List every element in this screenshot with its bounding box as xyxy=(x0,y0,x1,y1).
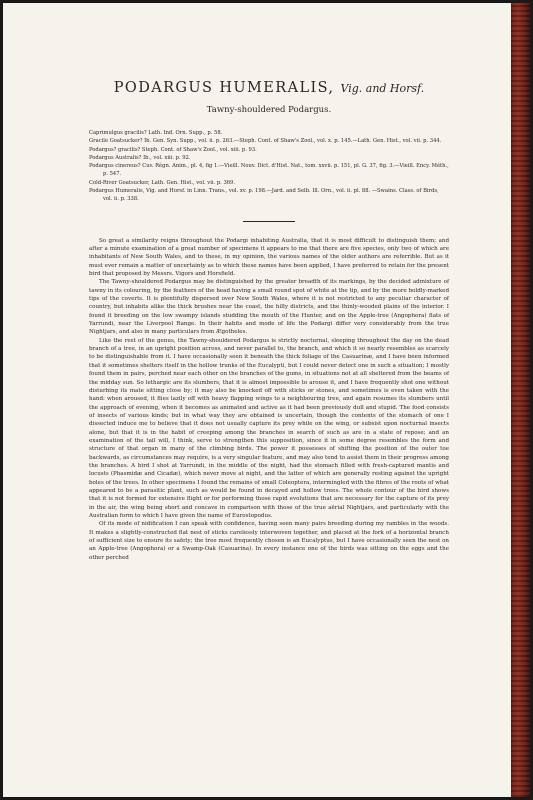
synonym-entry: Gracile Goatsucker? Ib. Gen. Syn. Supp., vol. ii. p. 263.—Steph. Cont. of Shaw's Zool., vol. x. p. 145.—Lath. Gen. Hist., vol. vii. p. 344. xyxy=(89,138,442,145)
synonym-entry: Podargus Australis? Ib., vol. xiii. p. 92. xyxy=(89,154,191,161)
book-page xyxy=(3,3,511,797)
synonym-entry: Podargus? gracilis? Steph. Cont. of Shaw's Zool., vol. xiii. p. 93. xyxy=(89,146,257,153)
synonym-entry: Podargus Humeralis, Vig. and Horsf. in Linn. Trans., vol. xv. p. 198.—Jard. and Selb. Ill. Orn., vol. ii. pl. 88. —Swains. Class. of Birds, vol. ii. p. 338. xyxy=(89,188,439,203)
body-paragraph: Like the rest of the genus, the Tawny-shouldered Podargus is strictly nocturnal, sleeping throughout the day on the dead branch of a tree, in an upright position across, and never parallel to, the branch, and which it so nearly resembles as scarcely to be distinguishable from it. I have occasionally seen it beneath the thick foliage of the Casuarinæ, and I have been informed that it sometimes shelters itself in the hollow trunks of the Eucalypti, but I could never detect one in such a situation; I mostly found them in pairs, perched near each other on the branches of the gums, in situations not at all sheltered from the beams of the midday sun. So lethargic are its slumbers, that it is almost impossible to arouse it, and I have frequently shot one without disturbing its mate sitting close by; it may also be knocked off with sticks or stones, and sometimes is even taken with the hand: when aroused, it flies lazily off with heavy flapping wings to a neighbouring tree, and again resumes its slumbers until the approach of evening, when it becomes as animated and active as it had been previously dull and stupid. The food consists of insects of various kinds; but in what way they are obtained is uncertain, though the contents of the stomach of one I dissected induce me to believe that it does not usually capture its prey while on the wing, or subsist upon nocturnal insects alone, but that it is in the habit of creeping among the branches in search of such as are in a state of repose; and an examination of the tail will, I think, serve to strengthen this supposition, since it in some degree resembles the form and structure of that organ in many of the climbing birds. The power it possesses of shifting the position of the outer toe backwards, as circumstances may require, is a very singular feature, and may also tend to assist them in their progress among the branches. A bird I shot at Yarrundi, in the middle of the night, had the stomach filled with fresh-captured mantis and locusts (Phasmidæ and Cicadæ), which never move at night, and the latter of which are generally resting against the upright boles of the trees. In other specimens I found the remains of small Coleoptera, intermingled with the fibres of the roots of what appeared to be a parasitic plant, such as would be found in decayed and hollow trees. The whole contour of the bird shows that it is not formed for extensive flight or for performing those rapid evolutions that are necessary for the capture of its prey in the air, the wing being short and concave in comparison with those of the true aërial Nightjars, and particularly with the Australian form to which I have given the name of Eurostopodus. xyxy=(89,337,449,520)
body-paragraph: The Tawny-shouldered Podargus may be distinguished by the greater breadth of its markings, by the decided admixture of tawny in its colouring, by the feathers of the head having a small round spot of white at the tip, and by the more boldly-marked tips of the coverts. It is plentifully dispersed over New South Wales, where it is not restricted to any peculiar character of country, but inhabits alike the thick brushes near the coast, the hilly districts, and the thinly-wooded plains of the interior. I found it breeding on the low swampy islands studding the mouth of the Hunter, and on the Apple-tree (Angophora) flats of Yarrundi, near the Liverpool Range. In their habits and mode of life the Podargi differ very considerably from the true Nightjars, and also in many particulars from Ægotheles. xyxy=(89,279,449,336)
page-content xyxy=(89,79,449,562)
species-name: PODARGUS HUMERALIS, xyxy=(113,80,335,96)
body-paragraph: Of its mode of nidification I can speak with confidence, having seen many pairs breeding during my rambles in the woods. It makes a slightly-constructed flat nest of sticks carelessly interwoven together, and placed at the fork of a horizontal branch of sufficient size to ensure its safety; the tree most frequently chosen is an Eucalyptus, but I have occasionally seen the nest on an Apple-tree (Angophora) or a Swamp-Oak (Casuarina). In every instance one of the birds was sitting on the eggs and the other perched xyxy=(89,521,449,561)
body-paragraph: So great a similarity reigns throughout the Podargi inhabiting Australia, that it is most difficult to distinguish them; and after a minute examination of a great number of specimens it appears to me that there are five species, only two of which are inhabitants of New South Wales, and to these, in my opinion, the various names of the older authors are referrible. But as it must ever remain a matter of uncertainty as to which these names have been applied, I have preferred to retain for the present bird that proposed by Messrs. Vigors and Horsfield. xyxy=(89,237,449,278)
article-body xyxy=(89,237,449,562)
synonymy-list xyxy=(89,129,449,204)
common-name: Tawny-shouldered Podargus. xyxy=(206,105,332,115)
species-title xyxy=(89,79,449,98)
book-binding xyxy=(511,3,530,797)
synonym-entry: Caprimulgus gracilis? Lath. Ind. Orn. Supp., p. 58. xyxy=(89,130,223,136)
section-divider xyxy=(243,221,295,222)
synonym-entry: Cold-River Goatsucker, Lath. Gen. Hist., vol. vii. p. 369. xyxy=(89,179,236,186)
synonym-entry: Podargus cinereus? Cuv. Règn. Anim., pl. 4, fig 1.—Vieill. Nouv. Dict. d'Hist. Nat., tom. xxvii. p. 151, pl. G. 37, fig. 3.—Vieill. Ency. Méth., p. 547. xyxy=(89,163,449,178)
species-authority: Vig. and Horsf. xyxy=(340,82,425,95)
